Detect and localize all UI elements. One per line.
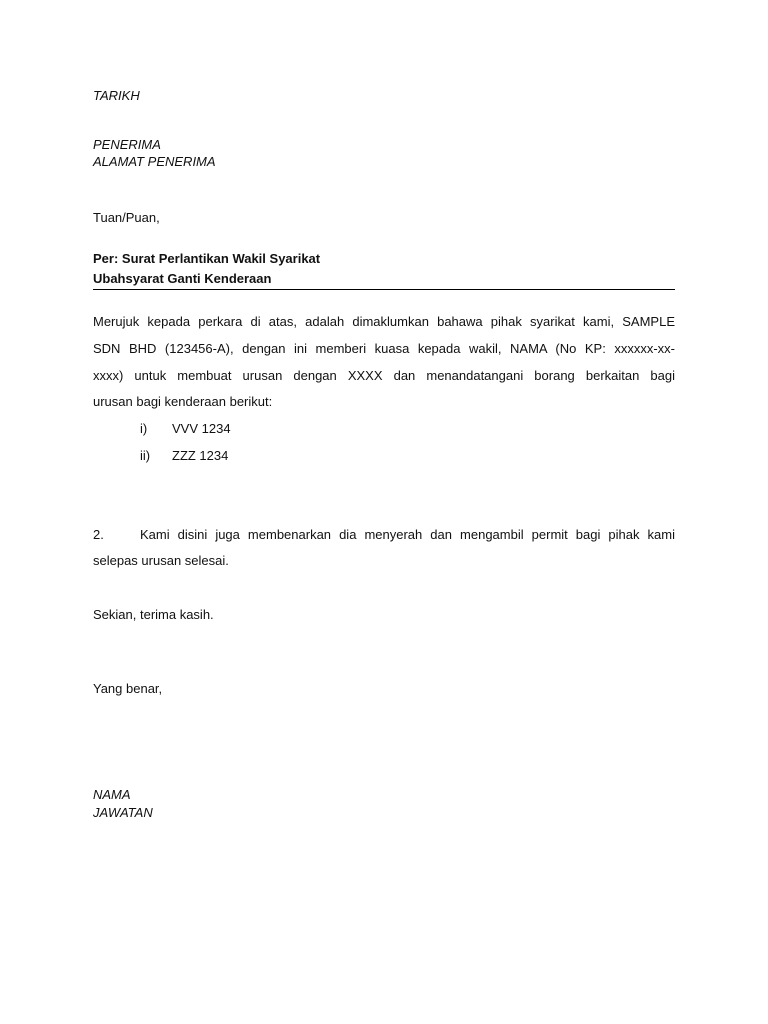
signatory-name: NAMA (93, 787, 131, 802)
subject-line-1: Per: Surat Perlantikan Wakil Syarikat (93, 251, 321, 266)
letter-date: TARIKH (93, 88, 140, 103)
vehicle-list-plate: VVV 1234 (172, 421, 231, 436)
salutation: Tuan/Puan, (93, 210, 160, 225)
vehicle-list-marker: ii) (140, 448, 151, 463)
paragraph1-line-2: SDN BHD (123456-A), dengan ini memberi kuasa kepada wakil, NAMA (No KP: xxxxxx-xx- (93, 341, 675, 356)
paragraph1-line-1: Merujuk kepada perkara di atas, adalah dimaklumkan bahawa pihak syarikat kami, SAMPLE (93, 314, 675, 329)
recipient-address: ALAMAT PENERIMA (93, 154, 216, 169)
paragraph2-line-2: selepas urusan selesai. (93, 553, 229, 568)
subject-line-2: Ubahsyarat Ganti Kenderaan (93, 271, 272, 286)
paragraph2-line-1: Kami disini juga membenarkan dia menyerah dan mengambil permit bagi pihak kami (140, 527, 675, 542)
signoff-text: Yang benar, (93, 681, 163, 696)
paragraph1-line-3: xxxx) untuk membuat urusan dengan XXXX dan menandatangani borang berkaitan bagi (93, 368, 675, 383)
subject-underline (93, 289, 675, 290)
signatory-title: JAWATAN (93, 805, 153, 820)
vehicle-list-plate: ZZZ 1234 (172, 448, 229, 463)
recipient-name: PENERIMA (93, 137, 161, 152)
vehicle-list-marker: i) (140, 421, 148, 436)
paragraph1-line-4: urusan bagi kenderaan berikut: (93, 394, 273, 409)
paragraph2-number: 2. (93, 527, 104, 542)
closing-text: Sekian, terima kasih. (93, 607, 214, 622)
